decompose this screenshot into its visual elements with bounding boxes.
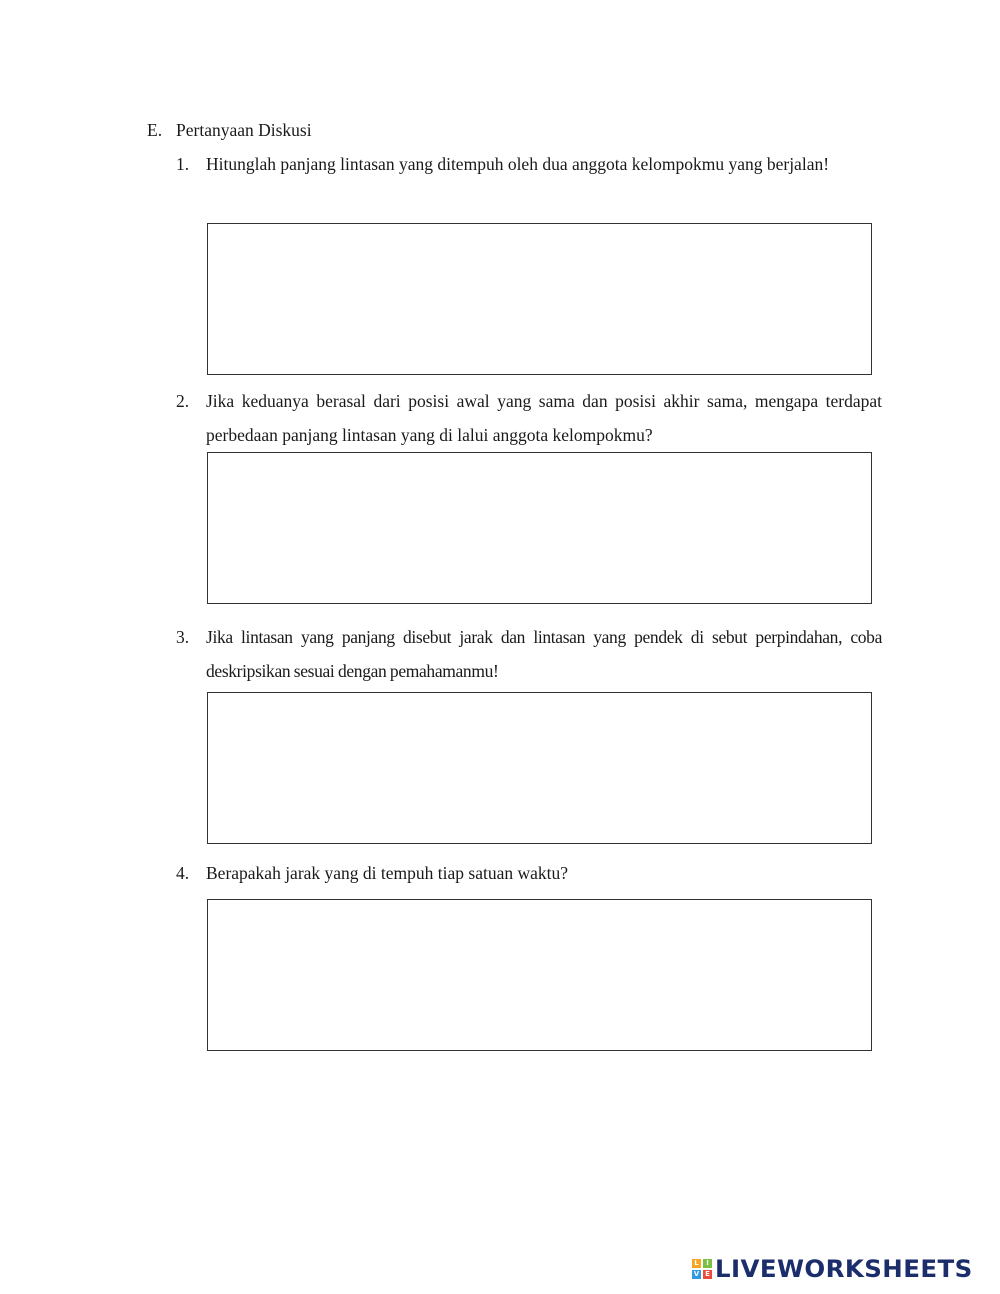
logo-block: V xyxy=(693,1270,700,1278)
question-number: 2. xyxy=(176,391,190,411)
question-number: 1. xyxy=(176,154,190,174)
liveworksheets-logo xyxy=(692,1254,973,1284)
logo-block: E xyxy=(703,1270,712,1279)
question-1 xyxy=(176,147,882,181)
logo-block: L xyxy=(692,1259,701,1268)
section-letter: E. xyxy=(147,120,163,140)
answer-box-2[interactable] xyxy=(207,452,872,604)
question-text: Hitunglah panjang lintasan yang ditempuh oleh dua anggota kelompokmu yang berjalan! xyxy=(206,154,830,174)
logo-blocks-icon xyxy=(692,1259,712,1279)
section-heading xyxy=(147,118,312,142)
answer-box-4[interactable] xyxy=(207,899,872,1051)
question-4 xyxy=(176,856,882,890)
question-text: Jika lintasan yang panjang disebut jarak dan lintasan yang pendek di sebut perpindahan, coba deskripsikan sesuai dengan pemahamanmu! xyxy=(206,627,882,681)
answer-box-1[interactable] xyxy=(207,223,872,375)
answer-input-1[interactable] xyxy=(208,224,871,374)
question-text: Berapakah jarak yang di tempuh tiap satuan waktu? xyxy=(206,863,569,883)
question-text: Jika keduanya berasal dari posisi awal yang sama dan posisi akhir sama, mengapa terdapat perbedaan panjang lintasan yang di lalui anggota kelompokmu? xyxy=(206,391,882,445)
answer-box-3[interactable] xyxy=(207,692,872,844)
answer-input-3[interactable] xyxy=(208,693,871,843)
question-number: 3. xyxy=(176,627,190,647)
question-number: 4. xyxy=(176,863,190,883)
question-2 xyxy=(176,384,882,452)
answer-input-4[interactable] xyxy=(208,900,871,1050)
answer-input-2[interactable] xyxy=(208,453,871,603)
logo-block: I xyxy=(703,1259,712,1268)
logo-text: LIVEWORKSHEETS xyxy=(715,1255,973,1283)
section-title: Pertanyaan Diskusi xyxy=(176,120,312,140)
question-3 xyxy=(176,620,882,688)
